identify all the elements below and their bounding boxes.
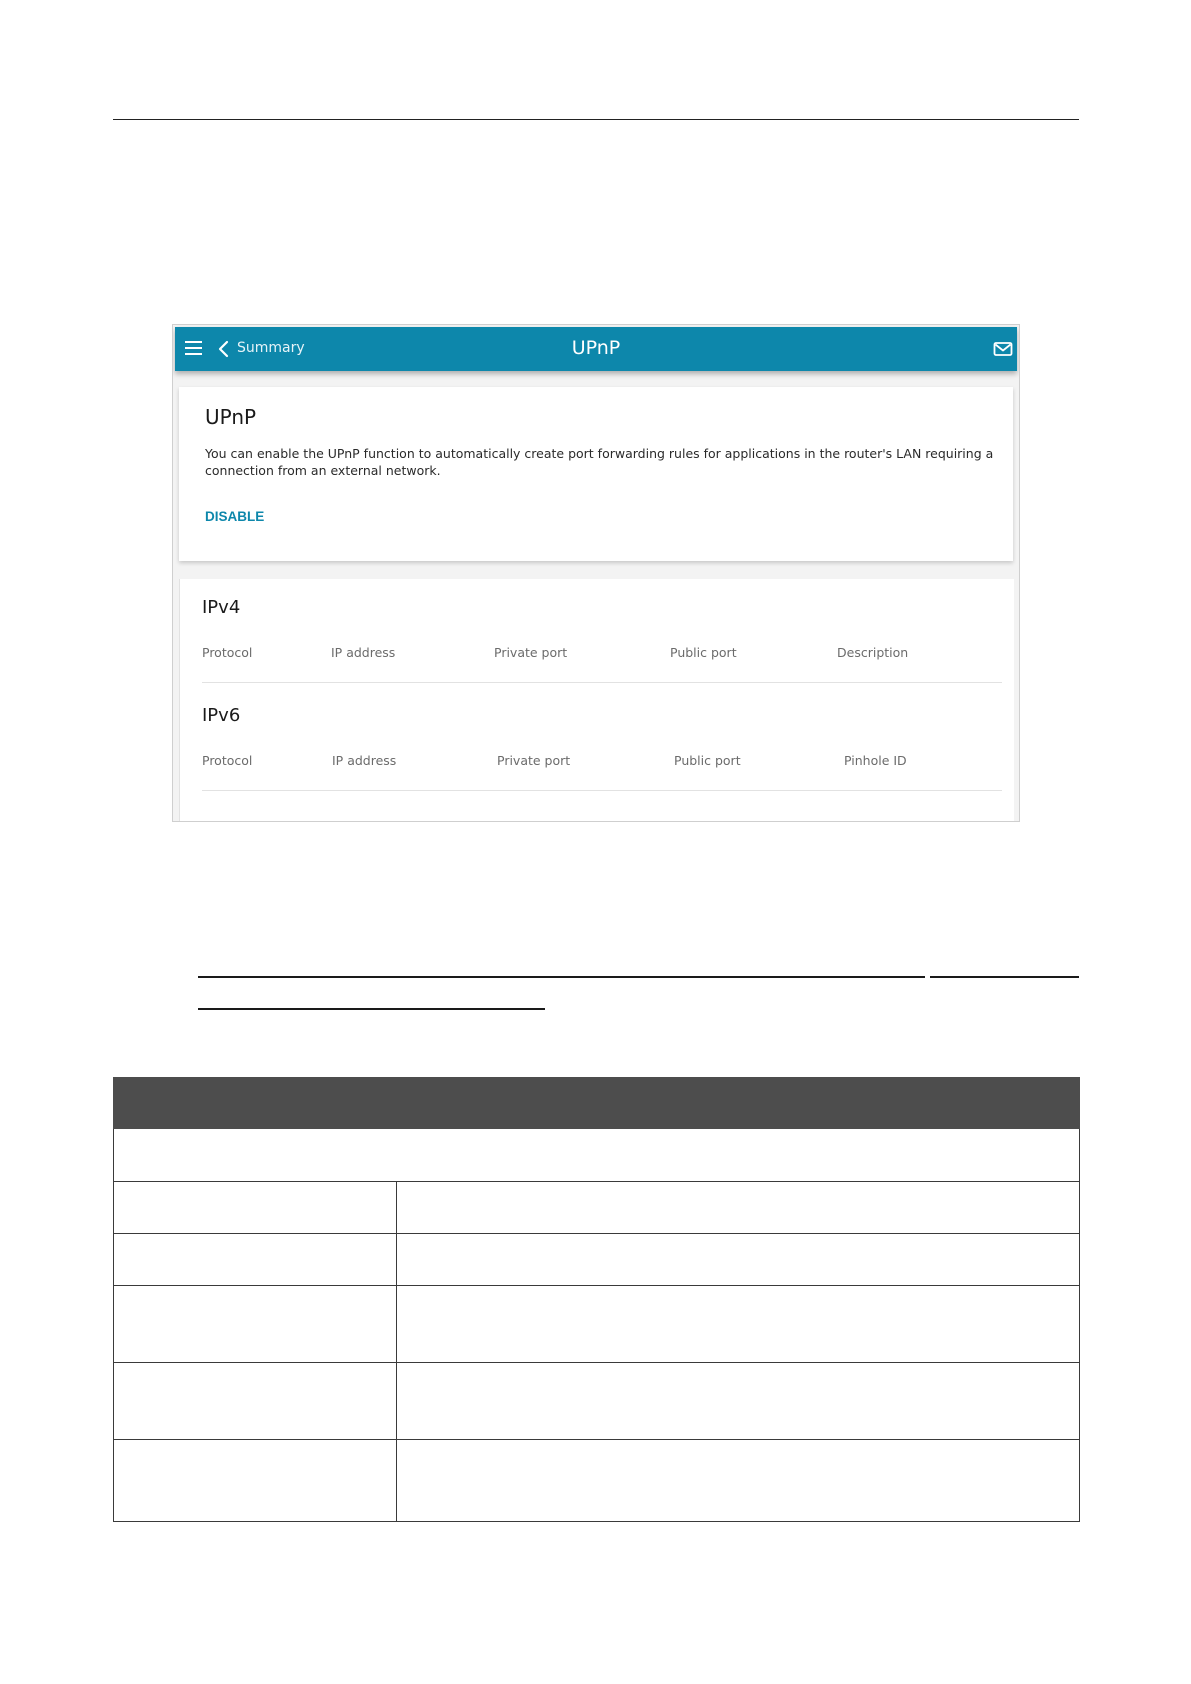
upnp-description: You can enable the UPnP function to automatically create port forwarding rules for applications in the router's LAN requiring a connection from an external network.: [205, 446, 994, 478]
page-header-rule: [113, 119, 1079, 120]
page-title: UPnP: [571, 337, 621, 359]
router-screenshot: [172, 324, 1020, 822]
table-row-line: [113, 1285, 1080, 1286]
table-header: [113, 1077, 1080, 1129]
table-row-line: [113, 1439, 1080, 1440]
disable-button[interactable]: DISABLE: [205, 509, 265, 524]
ipv6-col-pinhole-id: Pinhole ID: [844, 753, 907, 768]
rule-line: [198, 976, 925, 978]
table-row-line: [113, 1233, 1080, 1234]
table-row-line: [113, 1521, 1080, 1522]
mail-icon[interactable]: [993, 340, 1013, 358]
ipv4-section-title: IPv4: [202, 597, 241, 618]
rule-line: [198, 1008, 545, 1010]
upnp-card: [179, 387, 1013, 561]
ipv6-col-protocol: Protocol: [202, 753, 253, 768]
table-border-left: [113, 1129, 114, 1522]
ipv6-divider: [202, 790, 1002, 791]
app-bar: [175, 327, 1017, 371]
rule-line: [930, 976, 1079, 978]
upnp-card-title: UPnP: [205, 405, 257, 429]
ipv4-col-description: Description: [837, 645, 909, 660]
ipv4-col-protocol: Protocol: [202, 645, 253, 660]
back-link-summary[interactable]: Summary: [237, 340, 305, 356]
ipv4-col-public-port: Public port: [670, 645, 737, 660]
ipv6-col-public-port: Public port: [674, 753, 741, 768]
table-row-line: [113, 1362, 1080, 1363]
rules-card: [179, 579, 1014, 822]
table-row-line: [113, 1181, 1080, 1182]
table-border-right: [1079, 1129, 1080, 1522]
ipv4-col-private-port: Private port: [494, 645, 568, 660]
ipv6-col-ip-address: IP address: [332, 753, 397, 768]
ipv4-divider: [202, 682, 1002, 683]
ipv6-col-private-port: Private port: [497, 753, 571, 768]
ipv6-section-title: IPv6: [202, 705, 241, 726]
ipv4-col-ip-address: IP address: [331, 645, 396, 660]
